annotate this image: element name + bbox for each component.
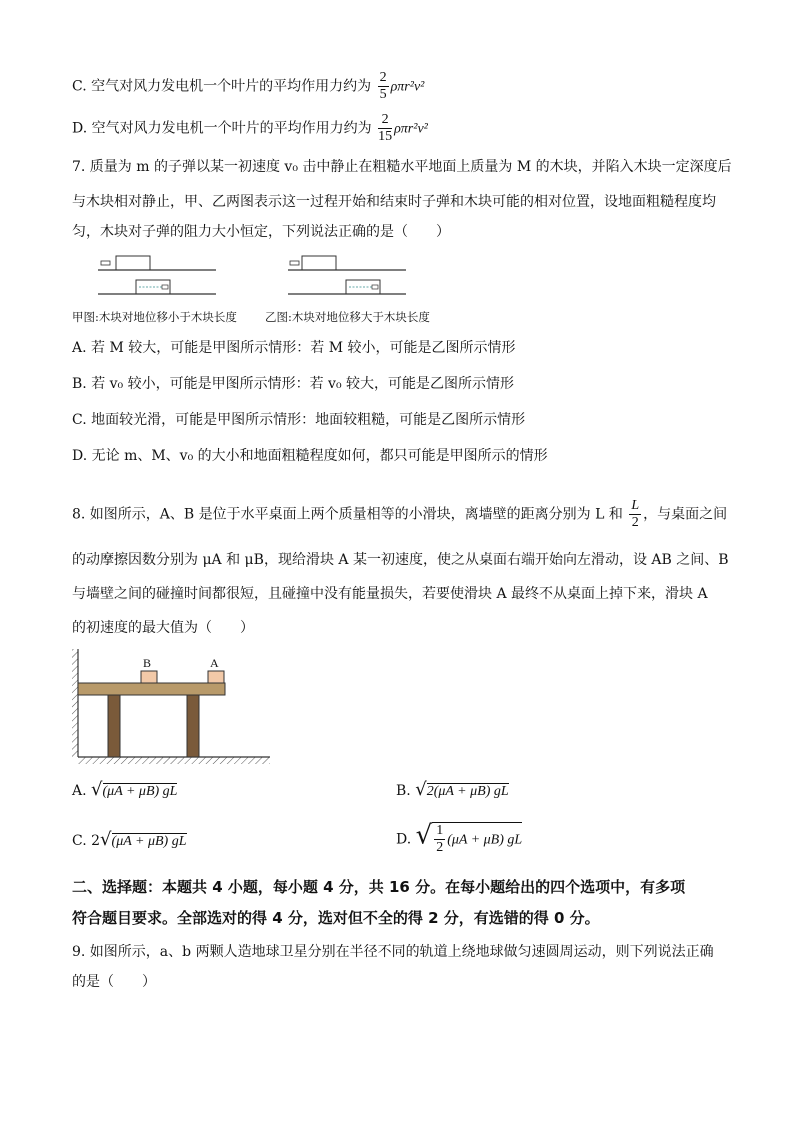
q7-option-a: A. 若 M 较大，可能是甲图所示情形：若 M 较小，可能是乙图所示情形	[72, 340, 516, 356]
q7-option-c: C. 地面较光滑，可能是甲图所示情形：地面较粗糙，可能是乙图所示情形	[72, 412, 526, 428]
q8-opt-c-expr: (μA + μB) gL	[111, 834, 187, 849]
q8-opt-d-radicand	[432, 822, 522, 856]
q6-option-d-fraction	[378, 112, 392, 145]
q8-option-b	[396, 780, 509, 802]
q8-opt-d-label: D.	[396, 831, 412, 848]
q8-frac-den: 2	[631, 515, 639, 530]
q8-line1-b: ，与桌面之间	[643, 506, 728, 523]
q6-option-c	[72, 70, 424, 103]
q6-c-den: 5	[379, 87, 387, 102]
q8-stem-line3: 与墙壁之间的碰撞时间都很短，且碰撞中没有能量损失，若要使滑块 A 最终不从桌面上掉下来，滑块 A	[72, 586, 708, 602]
q6-d-num: 2	[378, 112, 392, 129]
q6-d-den: 15	[378, 129, 393, 144]
q7-stem-line2: 与木块相对静止，甲、乙两图表示这一过程开始和结束时子弹和木块可能的相对位置，设地面粗糙程度均	[72, 194, 716, 210]
q6-option-c-text: C. 空气对风力发电机一个叶片的平均作用力约为	[72, 78, 372, 95]
q7-caption-yi: 乙图:木块对地位移大于木块长度	[265, 310, 430, 324]
q8-opt-b-label: B.	[396, 783, 411, 799]
q8-opt-a-expr: (μA + μB) gL	[102, 784, 178, 799]
q8-opt-d-num: 1	[436, 823, 444, 838]
section2-heading-line2: 符合题目要求。全部选对的得 4 分，选对但不全的得 2 分，有选错的得 0 分。	[72, 909, 600, 927]
q6-c-tail: ρπr²v²	[390, 79, 425, 95]
q8-label-a: A	[210, 656, 219, 670]
q7-stem-line3: 匀，木块对子弹的阻力大小恒定，下列说法正确的是（ ）	[72, 224, 450, 240]
q8-table-figure	[70, 645, 275, 770]
sqrt-icon: √	[91, 779, 103, 800]
q8-line1-a: 8. 如图所示，A、B 是位于水平桌面上两个质量相等的小滑块，离墙壁的距离分别为 L 和	[72, 506, 623, 523]
q8-frac-num: L	[631, 498, 640, 513]
q8-opt-d-expr: (μA + μB) gL	[447, 832, 523, 848]
q6-option-c-fraction	[378, 70, 389, 103]
q8-opt-d-den: 2	[436, 840, 444, 855]
q6-option-d	[72, 112, 428, 145]
q8-opt-a-label: A.	[72, 783, 87, 799]
section2-heading-line1: 二、选择题：本题共 4 小题，每小题 4 分，共 16 分。在每小题给出的四个选项中，有多项	[72, 878, 686, 896]
q6-option-d-text: D. 空气对风力发电机一个叶片的平均作用力约为	[72, 120, 372, 137]
q8-fraction	[629, 498, 641, 531]
q7-option-b: B. 若 v₀ 较小，可能是甲图所示情形：若 v₀ 较大，可能是乙图所示情形	[72, 376, 515, 392]
q6-d-tail: ρπr²v²	[394, 121, 428, 137]
sqrt-icon: √	[415, 779, 427, 800]
q8-option-c	[72, 830, 187, 852]
q8-stem-line2: 的动摩擦因数分别为 μA 和 μB，现给滑块 A 某一初速度，使之从桌面右端开始向左滑动，设 AB 之间、B	[72, 552, 729, 568]
q9-stem-line2: 的是（ ）	[72, 974, 156, 990]
q9-stem-line1: 9. 如图所示，a、b 两颗人造地球卫星分别在半径不同的轨道上绕地球做匀速圆周运动，则下列说法正确	[72, 944, 714, 960]
q8-opt-b-expr: 2(μA + μB) gL	[426, 784, 509, 799]
sqrt-icon: √	[415, 820, 433, 851]
q8-option-a	[72, 780, 177, 802]
q8-stem-line4: 的初速度的最大值为（ ）	[72, 620, 254, 636]
q8-stem-line1	[72, 498, 727, 531]
q8-opt-c-coef: 2	[91, 833, 101, 849]
q7-figure-yi	[288, 252, 408, 304]
q6-c-num: 2	[379, 70, 387, 85]
q8-opt-c-label: C.	[72, 833, 87, 849]
q7-figure-jia	[98, 252, 218, 304]
q7-stem-line1: 7. 质量为 m 的子弹以某一初速度 v₀ 击中静止在粗糙水平地面上质量为 M 的木块，并陷入木块一定深度后	[72, 159, 732, 175]
q7-caption-jia: 甲图:木块对地位移小于木块长度	[72, 310, 237, 324]
q7-option-d: D. 无论 m、M、v₀ 的大小和地面粗糙程度如何，都只可能是甲图所示的情形	[72, 448, 548, 464]
q8-option-d	[396, 822, 522, 856]
sqrt-icon: √	[100, 829, 112, 850]
q8-label-b: B	[143, 656, 152, 670]
